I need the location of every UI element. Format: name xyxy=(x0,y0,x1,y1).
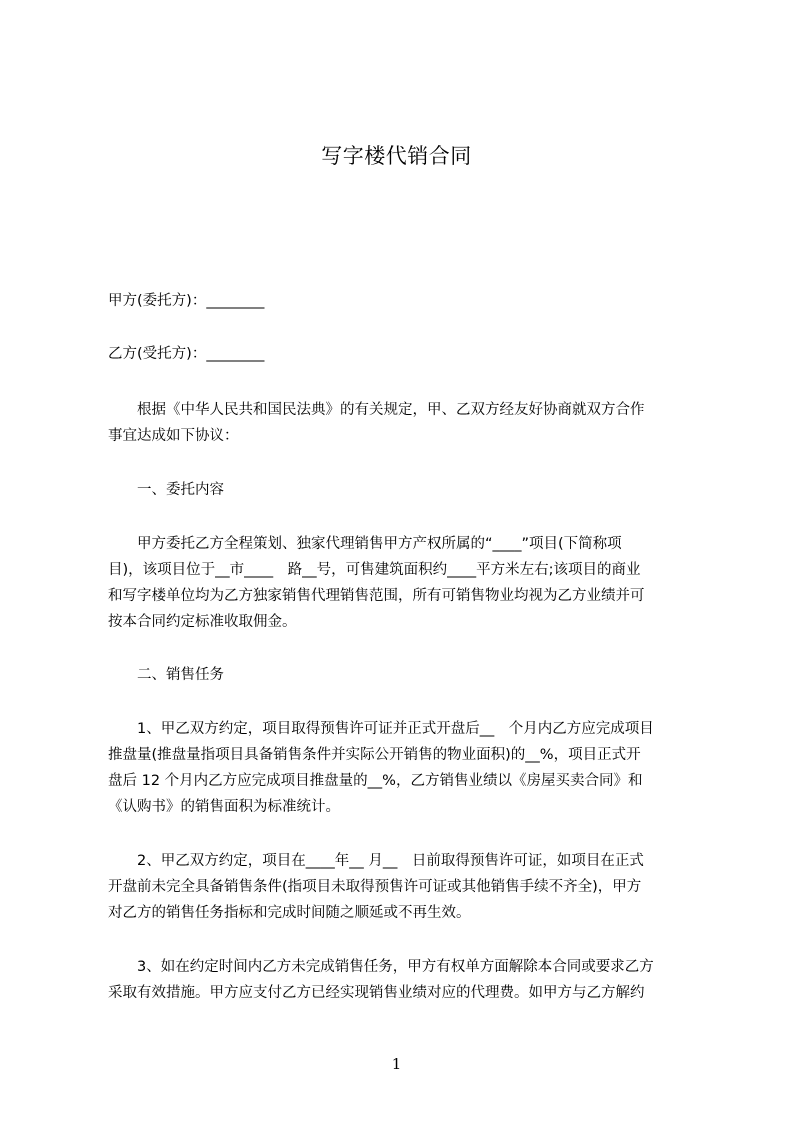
clause-3-line-1: 3、如在约定时间内乙方未完成销售任务，甲方有权单方面解除本合同或要求乙方 xyxy=(108,959,654,975)
clause-2-line-1: 2、甲乙双方约定，项目在____年__ 月__ 日前取得预售许可证，如项目在正式 xyxy=(108,853,644,869)
party-b-line: 乙方(受托方)：________ xyxy=(108,346,265,362)
clause-1-line-2: 推盘量(推盘量指项目具备销售条件并实际公开销售的物业面积)的__%，项目正式开 xyxy=(108,747,641,763)
preamble-line-1: 根据《中华人民共和国民法典》的有关规定，甲、乙双方经友好协商就双方合作 xyxy=(108,402,645,418)
section-2-heading: 二、销售任务 xyxy=(108,667,224,683)
section-1-line-3: 和写字楼单位均为乙方独家销售代理销售范围，所有可销售物业均视为乙方业绩并可 xyxy=(108,588,645,604)
page-number: 1 xyxy=(391,1055,402,1073)
section-1-heading: 一、委托内容 xyxy=(108,482,224,498)
clause-1-line-1: 1、甲乙双方约定，项目取得预售许可证并正式开盘后__ 个月内乙方应完成项目 xyxy=(108,721,654,737)
clause-2-line-3: 对乙方的销售任务指标和完成时间随之顺延或不再生效。 xyxy=(108,905,471,921)
clause-1-line-3: 盘后 12 个月内乙方应完成项目推盘量的__%，乙方销售业绩以《房屋买卖合同》和 xyxy=(108,773,643,789)
document-title: 写字楼代销合同 xyxy=(321,144,472,168)
party-a-line: 甲方(委托方)：________ xyxy=(108,293,265,309)
clause-3-line-2: 采取有效措施。甲方应支付乙方已经实现销售业绩对应的代理费。如甲方与乙方解约 xyxy=(108,985,645,1001)
section-1-line-4: 按本合同约定标准收取佣金。 xyxy=(108,614,297,630)
preamble-line-2: 事宜达成如下协议： xyxy=(108,428,239,444)
clause-1-line-4: 《认购书》的销售面积为标准统计。 xyxy=(108,799,340,815)
section-1-line-2: 目)，该项目位于__市____ 路__号，可售建筑面积约____平方米左右;该项目的商业 xyxy=(108,562,641,578)
clause-2-line-2: 开盘前未完全具备销售条件(指项目未取得预售许可证或其他销售手续不齐全)，甲方 xyxy=(108,879,642,895)
section-1-line-1: 甲方委托乙方全程策划、独家代理销售甲方产权所属的“____”项目(下简称项 xyxy=(108,536,622,552)
